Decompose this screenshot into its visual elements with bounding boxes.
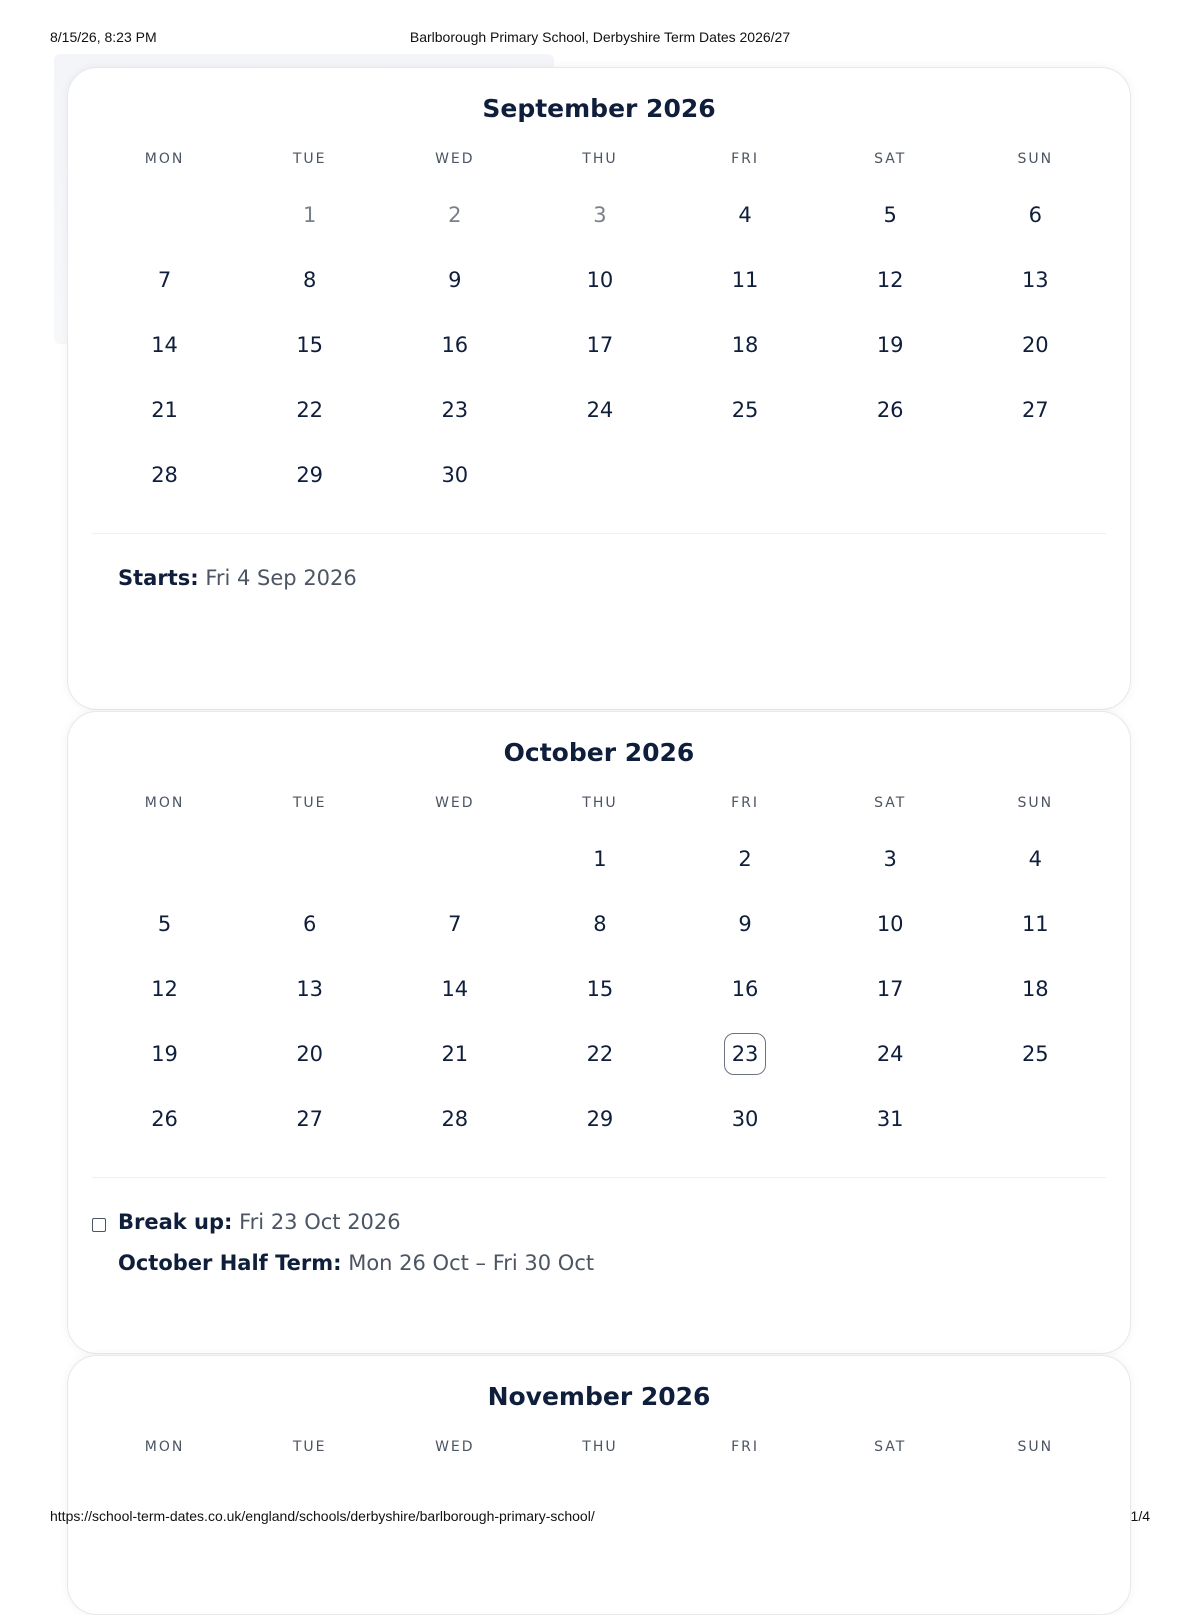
day-number: 4 [1028, 847, 1042, 872]
day-number: 19 [876, 332, 904, 357]
empty-day-cell [92, 827, 237, 892]
month-title: November 2026 [487, 1382, 711, 1411]
print-datetime: 8/15/26, 8:23 PM [50, 29, 157, 45]
day-cell [382, 442, 527, 507]
empty-day-cell [237, 827, 382, 892]
day-cell [527, 1086, 672, 1151]
weekday-wed: WED [435, 1439, 475, 1455]
day-cell [382, 1086, 527, 1151]
weekday-fri: FRI [731, 151, 760, 167]
day-cell [963, 1021, 1108, 1086]
day-number: 26 [151, 1106, 178, 1131]
day-cell [237, 1021, 382, 1086]
weekday-wed: WED [435, 151, 475, 167]
day-number: 19 [151, 1041, 178, 1066]
day-cell [818, 183, 963, 248]
weekday-tue: TUE [292, 151, 327, 167]
day-grid [92, 183, 1108, 507]
weekday-sat: SAT [874, 151, 907, 167]
day-number: 20 [1021, 332, 1049, 357]
day-number: 25 [731, 397, 759, 422]
day-cell [237, 248, 382, 313]
month-title: October 2026 [503, 738, 695, 767]
day-cell [963, 313, 1108, 378]
day-grid [92, 827, 1108, 1151]
day-cell [92, 1021, 237, 1086]
info-label: Starts: [118, 566, 199, 590]
day-number: 10 [876, 912, 904, 937]
info-line-half-term [118, 1251, 594, 1275]
day-cell [818, 1086, 963, 1151]
day-number: 7 [448, 912, 462, 937]
day-cell [92, 377, 237, 442]
day-cell [963, 248, 1108, 313]
weekday-header [92, 1439, 1108, 1455]
day-number: 26 [876, 397, 904, 422]
day-number: 15 [586, 976, 614, 1001]
day-cell [963, 892, 1108, 957]
day-cell [673, 377, 818, 442]
day-cell [963, 827, 1108, 892]
day-number: 29 [296, 462, 324, 487]
day-number: 23 [441, 397, 469, 422]
day-cell [963, 957, 1108, 1022]
day-cell [818, 248, 963, 313]
day-cell [818, 1021, 963, 1086]
day-number: 13 [1021, 268, 1049, 293]
day-cell [527, 1021, 672, 1086]
day-cell [527, 892, 672, 957]
info-label: Break up: [118, 1210, 233, 1234]
day-number: 14 [441, 976, 469, 1001]
day-cell [818, 377, 963, 442]
print-page-number: 1/4 [1130, 1508, 1150, 1524]
print-page-title: Barlborough Primary School, Derbyshire Term Dates 2026/27 [409, 29, 791, 45]
day-cell [673, 892, 818, 957]
info-value: Mon 26 Oct – Fri 30 Oct [348, 1251, 595, 1275]
day-number: 23 [724, 1033, 766, 1075]
day-number: 29 [586, 1106, 614, 1131]
day-cell [673, 827, 818, 892]
weekday-thu: THU [582, 1439, 618, 1455]
day-cell [673, 957, 818, 1022]
day-number: 9 [738, 912, 752, 937]
weekday-fri: FRI [731, 1439, 760, 1455]
day-cell [382, 248, 527, 313]
print-header [50, 29, 1150, 49]
day-number: 12 [876, 268, 904, 293]
weekday-mon: MON [144, 795, 185, 811]
day-cell [673, 248, 818, 313]
day-number: 31 [876, 1106, 904, 1131]
day-number: 9 [448, 268, 462, 293]
empty-day-cell [382, 827, 527, 892]
print-footer [50, 1508, 1150, 1528]
day-cell [237, 892, 382, 957]
day-cell [527, 183, 672, 248]
weekday-header [92, 795, 1108, 811]
day-number: 6 [303, 912, 317, 937]
info-value: Fri 23 Oct 2026 [239, 1210, 401, 1234]
day-number: 1 [303, 203, 317, 228]
day-cell [382, 957, 527, 1022]
day-number: 11 [731, 268, 759, 293]
day-number: 16 [731, 976, 759, 1001]
day-number: 6 [1028, 203, 1042, 228]
day-cell [237, 313, 382, 378]
day-cell [527, 248, 672, 313]
day-number: 4 [738, 203, 752, 228]
day-number: 21 [441, 1041, 469, 1066]
day-number: 2 [448, 203, 462, 228]
break-up-checkbox[interactable] [92, 1218, 106, 1232]
day-number: 14 [151, 332, 178, 357]
day-number: 11 [1021, 912, 1049, 937]
info-label: October Half Term: [118, 1251, 342, 1275]
day-cell [963, 377, 1108, 442]
weekday-sun: SUN [1017, 795, 1054, 811]
divider [92, 533, 1106, 534]
print-url: https://school-term-dates.co.uk/england/schools/derbyshire/barlborough-primary-school/ [50, 1508, 595, 1524]
day-number: 5 [883, 203, 897, 228]
day-cell [382, 377, 527, 442]
day-number: 7 [157, 268, 172, 293]
day-cell [673, 183, 818, 248]
day-cell [382, 1021, 527, 1086]
weekday-thu: THU [582, 795, 618, 811]
day-number: 30 [731, 1106, 759, 1131]
day-number: 18 [1021, 976, 1049, 1001]
day-cell [92, 957, 237, 1022]
day-number: 16 [441, 332, 469, 357]
day-cell [818, 957, 963, 1022]
day-cell [92, 313, 237, 378]
day-number: 27 [296, 1106, 324, 1131]
day-cell [673, 313, 818, 378]
month-title: September 2026 [482, 94, 716, 123]
day-cell [92, 892, 237, 957]
day-cell [818, 892, 963, 957]
month-card-october [67, 711, 1131, 1354]
day-number: 28 [151, 462, 178, 487]
day-cell [527, 377, 672, 442]
day-cell [818, 827, 963, 892]
day-cell [92, 1086, 237, 1151]
day-number: 15 [296, 332, 324, 357]
weekday-sun: SUN [1017, 151, 1054, 167]
weekday-sat: SAT [874, 795, 907, 811]
day-cell [963, 183, 1108, 248]
weekday-sat: SAT [874, 1439, 907, 1455]
day-number: 8 [593, 912, 607, 937]
day-cell [237, 1086, 382, 1151]
day-cell-highlighted [673, 1021, 818, 1086]
day-number: 1 [593, 847, 607, 872]
divider [92, 1177, 1106, 1178]
day-cell [527, 957, 672, 1022]
day-cell [237, 183, 382, 248]
day-number: 20 [296, 1041, 324, 1066]
day-number: 3 [593, 203, 607, 228]
weekday-wed: WED [435, 795, 475, 811]
info-line-break-up [118, 1210, 401, 1234]
day-number: 12 [151, 976, 178, 1001]
day-cell [673, 1086, 818, 1151]
day-number: 28 [441, 1106, 469, 1131]
weekday-mon: MON [144, 151, 185, 167]
day-number: 24 [586, 397, 614, 422]
weekday-tue: TUE [292, 1439, 327, 1455]
day-number: 22 [296, 397, 324, 422]
day-number: 21 [151, 397, 178, 422]
day-cell [382, 313, 527, 378]
day-number: 30 [441, 462, 469, 487]
day-number: 2 [738, 847, 752, 872]
weekday-tue: TUE [292, 795, 327, 811]
empty-day-cell [92, 183, 237, 248]
day-number: 5 [157, 912, 172, 937]
day-cell [527, 313, 672, 378]
info-value: Fri 4 Sep 2026 [205, 566, 357, 590]
month-card-september [67, 67, 1131, 710]
day-number: 10 [586, 268, 614, 293]
day-cell [237, 377, 382, 442]
day-cell [527, 827, 672, 892]
day-number: 24 [876, 1041, 904, 1066]
day-number: 27 [1021, 397, 1049, 422]
month-card-november [67, 1355, 1131, 1615]
day-cell [237, 442, 382, 507]
day-number: 25 [1021, 1041, 1049, 1066]
day-cell [382, 183, 527, 248]
day-number: 18 [731, 332, 759, 357]
day-number: 8 [303, 268, 317, 293]
info-line-starts [118, 566, 357, 590]
day-number: 22 [586, 1041, 614, 1066]
day-number: 17 [586, 332, 614, 357]
day-cell [92, 248, 237, 313]
day-cell [382, 892, 527, 957]
weekday-fri: FRI [731, 795, 760, 811]
weekday-mon: MON [144, 1439, 185, 1455]
day-cell [818, 313, 963, 378]
weekday-thu: THU [582, 151, 618, 167]
weekday-header [92, 151, 1108, 167]
day-number: 17 [876, 976, 904, 1001]
day-cell [237, 957, 382, 1022]
day-number: 13 [296, 976, 324, 1001]
weekday-sun: SUN [1017, 1439, 1054, 1455]
day-number: 3 [883, 847, 897, 872]
day-cell [92, 442, 237, 507]
